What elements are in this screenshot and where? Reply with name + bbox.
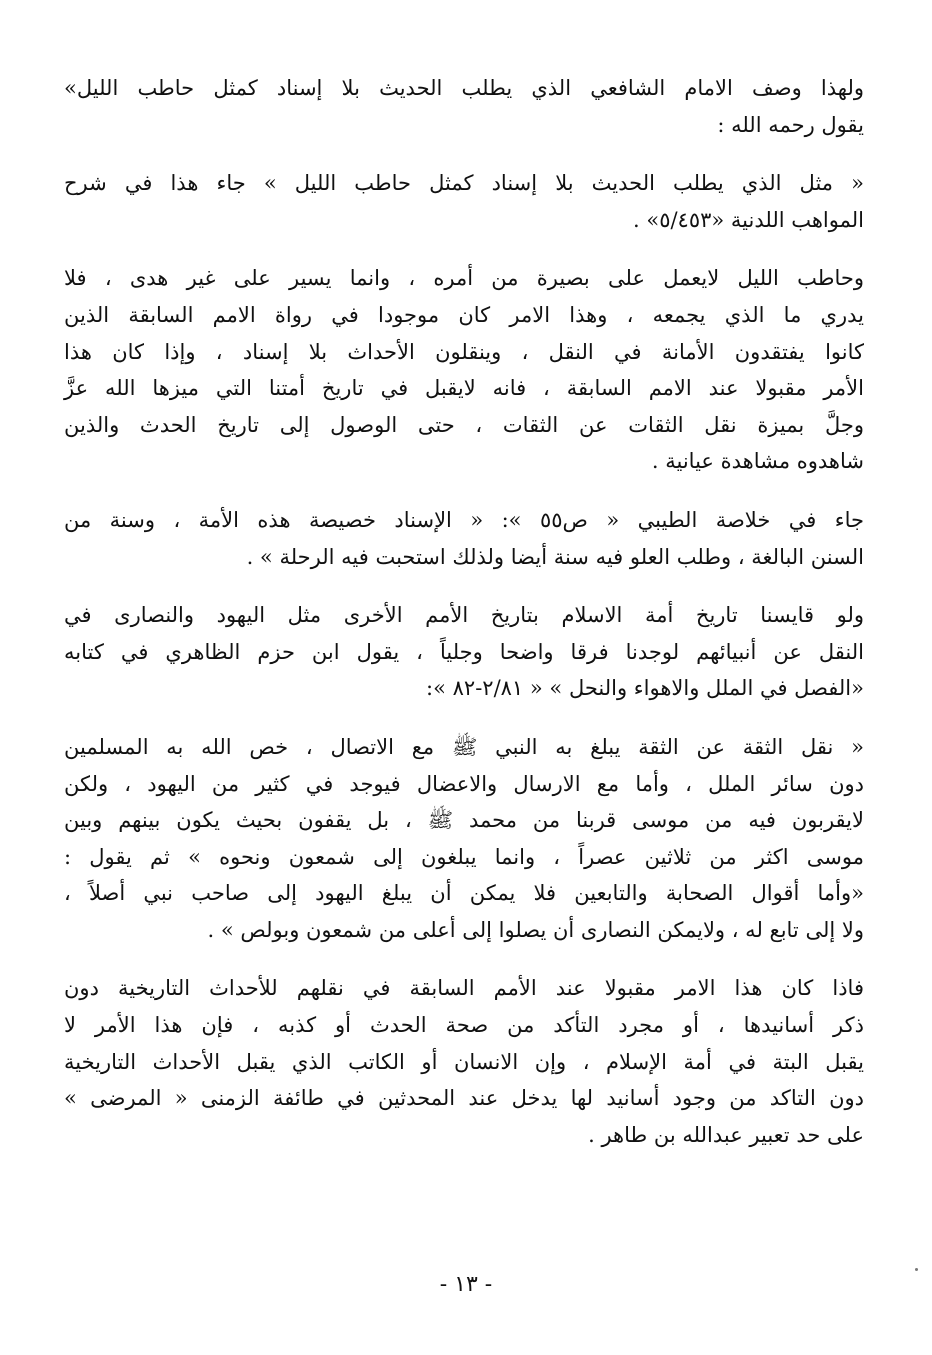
text-line: وحاطب الليل لايعمل على بصيرة من أمره ، وانما يسير على غير هدى ، فلا (64, 266, 864, 291)
text-line: « مثل الذي يطلب الحديث بلا إسناد كمثل حاطب الليل » جاء هذا في شرح (64, 171, 864, 196)
text-line: السنن البالغة ، وطلب العلو فيه سنة أيضا ولذلك استحبت فيه الرحلة » . (246, 544, 864, 569)
text-line: يقبل البتة في أمة الإسلام ، وإن الانسان أو الكاتب الذي يقبل الأحداث التاريخية (64, 1049, 864, 1074)
page-number: - ١٣ - (439, 1272, 493, 1297)
text-line: وجلَّ بميزة نقل الثقات عن الثقات ، حتى الوصول إلى تاريخ الحدث والذين (64, 412, 864, 437)
text-line: ولا إلى تابع له ، ولايمكن النصارى أن يصلوا إلى أعلى من شمعون وبولص » . (207, 917, 864, 942)
text-line: على حد تعبير عبدالله بن طاهر . (588, 1122, 864, 1147)
text-line: دون سائر الملل ، وأما مع الارسال والاعضال فيوجد في كثير من اليهود ، ولكن (64, 771, 864, 796)
text-line: ولو قايسنا تاريخ أمة الاسلام بتاريخ الأمم الأخرى مثل اليهود والنصارى في (64, 603, 864, 628)
text-line: لايقربون فيه من موسى قربنا من محمد ﷺ ، بل يقفون بحيث يكون بينهم وبين (64, 808, 864, 833)
paragraph-comparison (64, 597, 864, 707)
paragraph-night-gatherer (64, 260, 864, 480)
paragraph-tibi-quote (64, 502, 864, 575)
text-line: جاء في خلاصة الطيبي « ص٥٥ »: « الإسناد خصيصة هذه الأمة ، وسنة من (64, 507, 864, 532)
text-line: « نقل الثقة عن الثقة يبلغ به النبي ﷺ مع الاتصال ، خص الله به المسلمين (64, 734, 864, 759)
text-line: المواهب اللدنية «٥/٤٥٣» . (632, 207, 864, 232)
text-line: «الفصل في الملل والاهواء والنحل » « ٢/٨١-٨٢ »: (426, 676, 864, 701)
scan-speck (915, 1268, 918, 1271)
text-line: يدري ما الذي يجمعه ، وهذا الامر كان موجودا في رواة الامم السابقة الذين (64, 302, 864, 327)
text-line: موسى اكثر من ثلاثين عصراً ، وانما يبلغون إلى شمعون ونحوه » ثم يقول : (64, 844, 864, 869)
text-line: ولهذا وصف الامام الشافعي الذي يطلب الحديث بلا إسناد كمثل حاطب الليل» (64, 76, 864, 100)
paragraph-hadith-quote (64, 165, 864, 238)
text-line: ذكر أسانيدها ، أو مجرد التأكد من صحة الحدث أو كذبه ، فإن هذا الأمر لا (64, 1013, 864, 1038)
text-line: فاذا كان هذا الامر مقبولا عند الأمم السابقة في نقلهم للأحداث التاريخية دون (64, 976, 864, 1001)
text-line: شاهدوه مشاهدة عيانية . (651, 449, 864, 474)
paragraph-conclusion (64, 970, 864, 1153)
paragraph-shafii-quote (64, 70, 864, 143)
text-line: يقول رحمه الله : (717, 112, 864, 137)
text-line: الأمر مقبولا عند الامم السابقة ، فانه لايقبل في تاريخ أمتنا التي ميزها الله عزَّ (64, 376, 864, 401)
paragraph-ibn-hazm-quote (64, 729, 864, 949)
text-line: كانوا يفتقدون الأمانة في النقل ، وينقلون الأحداث بلا إسناد ، وإذا كان هذا (64, 339, 864, 364)
text-line: النقل عن أنبيائهم لوجدنا فرقا واضحا وجلياً ، يقول ابن حزم الظاهري في كتابه (64, 639, 864, 664)
text-line: دون التاكد من وجود أسانيد لها يدخل عند المحدثين في طائفة الزمنى « المرضى » (64, 1086, 864, 1111)
document-body (64, 70, 864, 1175)
text-line: «وأما أقوال الصحابة والتابعين فلا يمكن أن يبلغ اليهود إلى صاحب نبي أصلاً ، (64, 881, 864, 906)
